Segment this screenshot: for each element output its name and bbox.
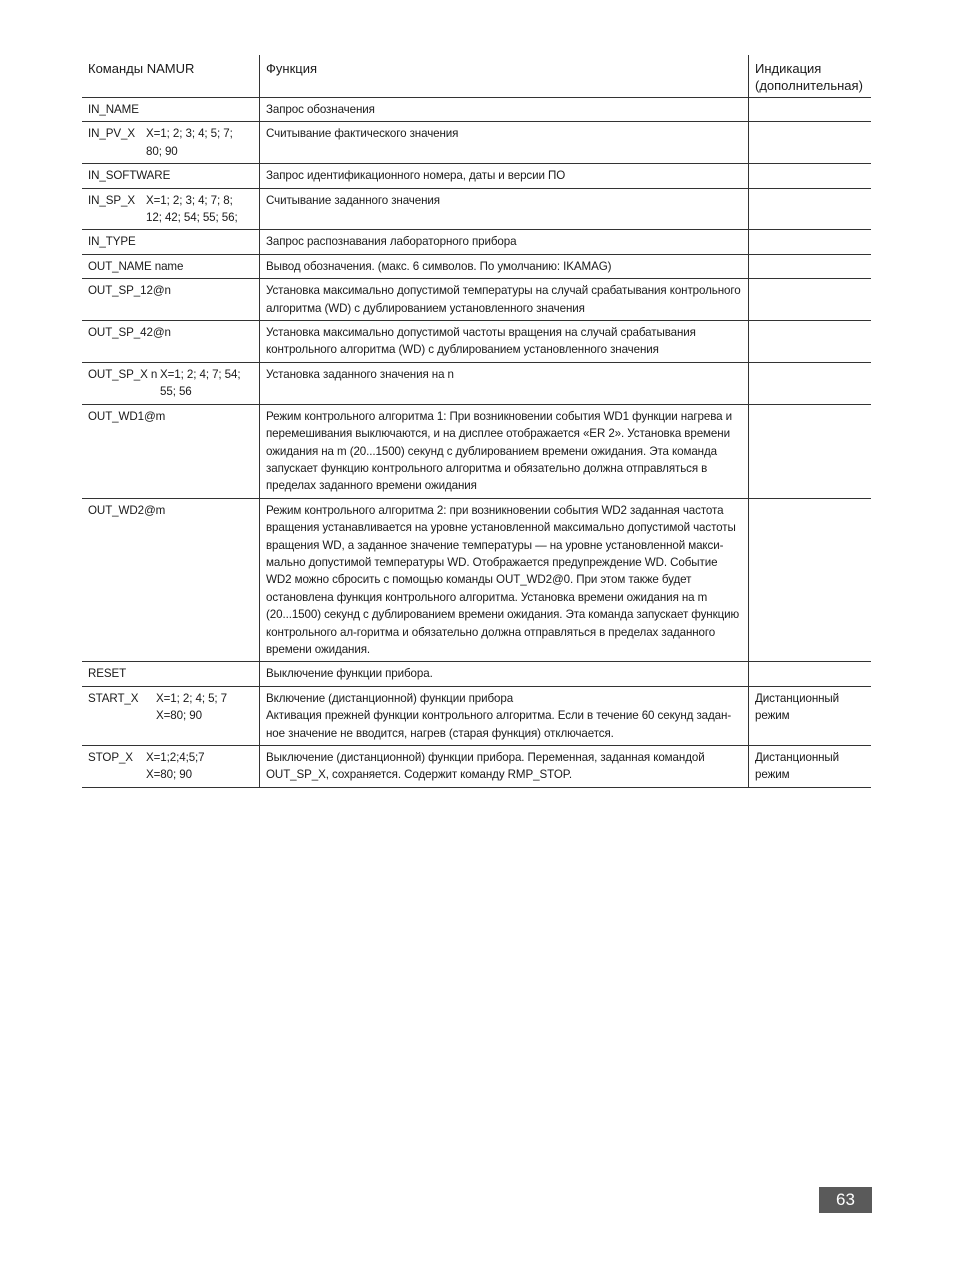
table-row xyxy=(82,746,871,788)
function-cell xyxy=(260,321,749,362)
function-cell xyxy=(260,662,749,685)
header-function: Функция xyxy=(260,55,749,97)
command-name: OUT_WD2@m xyxy=(88,503,166,517)
namur-commands-table xyxy=(82,55,871,788)
command-name: IN_SOFTWARE xyxy=(88,169,171,183)
indication-cell xyxy=(749,321,871,362)
command-cell xyxy=(82,122,260,163)
command-cell xyxy=(82,746,260,787)
command-name: START_X xyxy=(88,691,139,705)
command-name: IN_SP_X xyxy=(88,193,135,207)
table-row xyxy=(82,279,871,321)
command-name: OUT_SP_12@n xyxy=(88,284,171,298)
command-parameters: X=1; 2; 3; 4; 7; 8; 12; 42; 54; 55; 56; xyxy=(146,193,238,225)
function-cell xyxy=(260,279,749,320)
command-cell xyxy=(82,499,260,662)
command-cell xyxy=(82,687,260,745)
command-cell xyxy=(82,189,260,230)
indication-cell: Дистанционный режим xyxy=(755,751,840,782)
function-cell xyxy=(260,746,749,787)
indication-cell xyxy=(749,122,871,163)
function-text: Вывод обозначения. (макс. 6 символов. По умолчанию: IKAMAG) xyxy=(266,259,612,273)
command-name: RESET xyxy=(88,667,127,681)
header-indication: Индикация (дополнительная) xyxy=(755,61,863,93)
function-text: Запрос обозначения xyxy=(266,103,375,116)
command-parameters: X=1; 2; 3; 4; 5; 7; 80; 90 xyxy=(146,127,233,158)
function-text: Режим контрольного алгоритма 1: При возникновении события WD1 функции нагрева и перемешивания выключаются, и на дисплее отображается «ER 2». Установка времени ожидания на m (20...1500) секунд с дублированием времени ожидания. Эта команда запускает функцию контрольного алгоритма и обязательно должна отправляться в пределах заданного времени ожидания xyxy=(266,409,733,493)
indication-cell: Дистанционный режим xyxy=(755,691,840,723)
command-cell xyxy=(82,321,260,362)
function-cell xyxy=(260,499,749,662)
table-row xyxy=(82,405,871,499)
indication-cell xyxy=(749,662,871,685)
command-name: OUT_SP_X n xyxy=(88,367,158,381)
function-text: Активация прежней функции контрольного алгоритма. Если в течение 60 секунд задан-ное значение не вводится, нагрев (старая функция) отключается. xyxy=(266,709,732,740)
indication-cell xyxy=(749,255,871,278)
command-cell xyxy=(82,255,260,278)
indication-cell xyxy=(749,230,871,253)
function-text: Запрос идентификационного номера, даты и версии ПО xyxy=(266,169,566,183)
page-number: 63 xyxy=(819,1187,872,1213)
table-row xyxy=(82,662,871,686)
function-text: Считывание фактического значения xyxy=(266,127,459,141)
table-row xyxy=(82,164,871,188)
table-row xyxy=(82,230,871,254)
table-row xyxy=(82,321,871,363)
function-cell xyxy=(260,230,749,253)
indication-cell xyxy=(749,405,871,498)
table-row xyxy=(82,499,871,663)
indication-cell xyxy=(749,189,871,230)
indication-cell xyxy=(749,98,871,121)
function-text: Установка максимально допустимой частоты вращения на случай срабатывания контрольного алгоритма (WD) с дублированием установленного значения xyxy=(266,326,696,357)
table-row xyxy=(82,687,871,746)
table-body xyxy=(82,98,871,788)
command-cell xyxy=(82,98,260,121)
table-row xyxy=(82,98,871,122)
command-cell xyxy=(82,405,260,498)
command-parameters: X=1;2;4;5;7 X=80; 90 xyxy=(146,751,205,782)
indication-cell xyxy=(749,499,871,662)
command-cell xyxy=(82,363,260,404)
command-cell xyxy=(82,662,260,685)
table-header-row xyxy=(82,55,871,98)
command-name: IN_NAME xyxy=(88,103,139,116)
command-name: IN_TYPE xyxy=(88,235,136,249)
function-cell xyxy=(260,98,749,121)
command-cell xyxy=(82,279,260,320)
command-name: IN_PV_X xyxy=(88,127,135,141)
command-parameters: X=1; 2; 4; 5; 7 X=80; 90 xyxy=(156,691,228,723)
function-cell xyxy=(260,255,749,278)
command-name: OUT_WD1@m xyxy=(88,409,166,423)
table-row xyxy=(82,363,871,405)
function-text: Выключение функции прибора. xyxy=(266,667,433,681)
command-cell xyxy=(82,164,260,187)
function-cell xyxy=(260,164,749,187)
function-text: Установка максимально допустимой температуры на случай срабатывания контрольного алгоритма (WD) с дублированием установленного значения xyxy=(266,284,741,315)
header-commands: Команды NAMUR xyxy=(82,55,260,97)
table-row xyxy=(82,255,871,279)
function-text: Режим контрольного алгоритма 2: при возникновении события WD2 заданная частота вращения устанавливается на уровне установленной максимально допустимой частоты вращения WD, а заданное значение температуры — на уровне установленной макси-мально допустимой температуры WD. Отображается предупреждение WD. Событие WD2 можно сбросить с помощью команды OUT_WD2@0. При этом также будет остановлена функция контрольного алгоритма. Установка времени ожидания на m (20...1500) секунд с дублированием времени ожидания. Эта команда запускает функцию контрольного ал-горитма и обязательно должна отправляться в пределах заданного времени ожидания. xyxy=(266,503,740,656)
command-name: STOP_X xyxy=(88,751,133,764)
table-row xyxy=(82,122,871,164)
command-name: OUT_NAME name xyxy=(88,259,184,273)
function-cell xyxy=(260,122,749,163)
function-cell xyxy=(260,189,749,230)
indication-cell xyxy=(749,279,871,320)
function-text: Выключение (дистанционной) функции прибора. Переменная, заданная командой OUT_SP_X, сохраняется. Содержит команду RMP_STOP. xyxy=(266,751,705,782)
function-cell xyxy=(260,687,749,745)
function-text: Установка заданного значения на n xyxy=(266,367,454,381)
command-cell xyxy=(82,230,260,253)
indication-cell xyxy=(749,164,871,187)
command-name: OUT_SP_42@n xyxy=(88,326,171,340)
indication-cell xyxy=(749,363,871,404)
function-cell xyxy=(260,363,749,404)
function-text: Запрос распознавания лабораторного прибора xyxy=(266,235,517,249)
function-text: Считывание заданного значения xyxy=(266,193,440,207)
function-text: Включение (дистанционной) функции прибора xyxy=(266,691,514,705)
table-row xyxy=(82,189,871,231)
command-parameters: X=1; 2; 4; 7; 54; 55; 56 xyxy=(160,367,241,399)
function-cell xyxy=(260,405,749,498)
